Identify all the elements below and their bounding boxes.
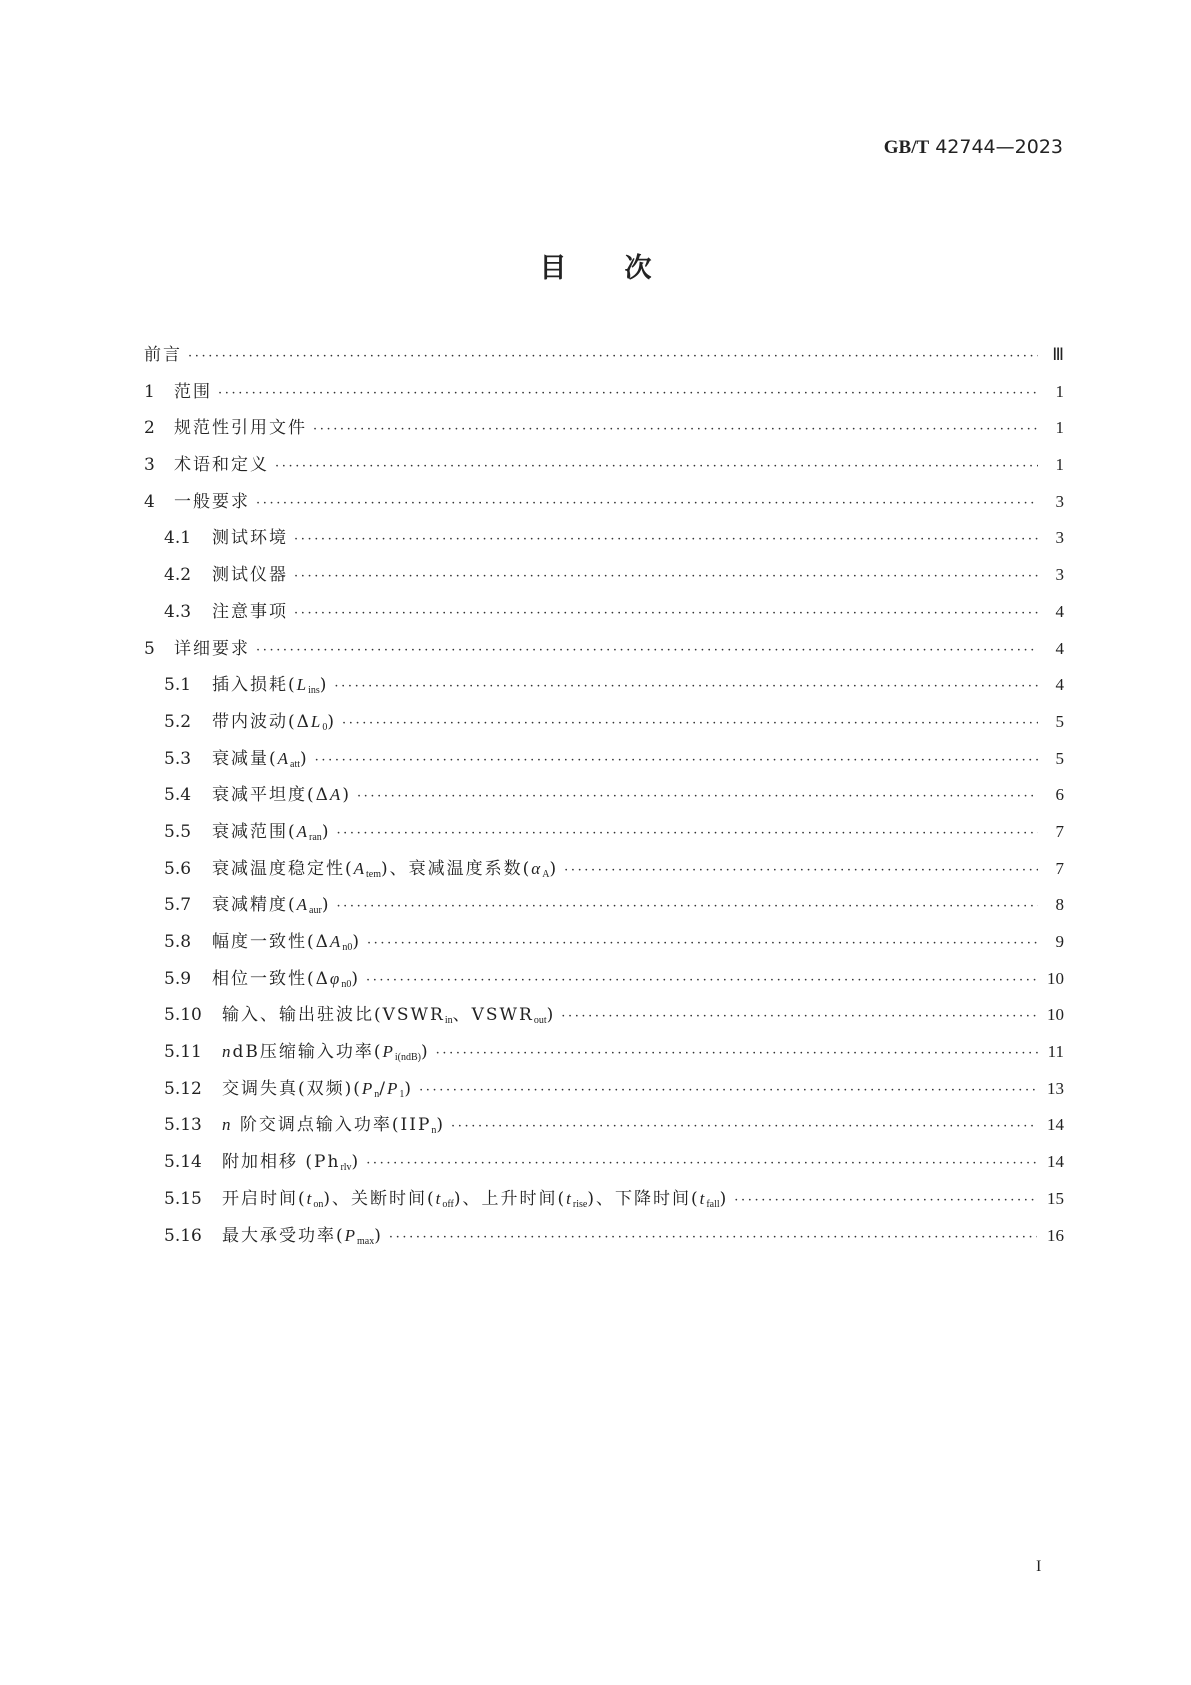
- toc-entry[interactable]: [144, 780, 1064, 817]
- subscript: off: [442, 1198, 454, 1210]
- toc-section-number: 5.13: [164, 1115, 202, 1136]
- toc-section-number: 5.11: [164, 1042, 202, 1063]
- toc-entry[interactable]: [144, 854, 1064, 891]
- toc-page-number: 4: [1055, 638, 1064, 658]
- title-text: 输入、输出驻波比(VSWR: [222, 1005, 445, 1026]
- dot-leader: [734, 1193, 1037, 1208]
- toc-section-number: 5.2: [164, 711, 192, 732]
- toc-page-number: 1: [1055, 455, 1064, 475]
- dot-leader: [334, 679, 1038, 694]
- title-text: ): [374, 1225, 383, 1246]
- toc-page-number: 15: [1047, 1188, 1064, 1208]
- title-text: ): [549, 858, 559, 879]
- dot-leader: [275, 459, 1038, 474]
- toc-entry-title: [212, 817, 330, 843]
- dot-leader: [357, 789, 1038, 804]
- title-text: )、上升时间(: [453, 1188, 567, 1209]
- title-text: ): [546, 1005, 556, 1026]
- title-text: ): [719, 1188, 729, 1209]
- toc-entry[interactable]: [144, 1147, 1064, 1184]
- toc-section-number: 5.6: [164, 858, 192, 879]
- math-symbol: n: [222, 1042, 233, 1062]
- dot-leader: [342, 716, 1038, 731]
- dot-leader: [294, 532, 1038, 547]
- page-number: I: [1036, 1558, 1042, 1575]
- toc-page-number: 13: [1047, 1078, 1064, 1098]
- toc-entry-title: [212, 780, 351, 805]
- toc-entry[interactable]: [144, 377, 1064, 414]
- dot-leader: [218, 386, 1038, 401]
- toc-entry-title: [144, 340, 182, 365]
- toc-entry[interactable]: [144, 487, 1064, 524]
- toc-page-number: 3: [1055, 565, 1064, 585]
- toc-entry[interactable]: [144, 707, 1064, 744]
- title-text: ): [321, 895, 331, 916]
- toc-entry[interactable]: [144, 1037, 1064, 1074]
- subscript: att: [290, 758, 301, 770]
- dot-leader: [313, 422, 1038, 437]
- subscript: 0: [322, 721, 328, 733]
- toc-entry-title: [212, 597, 288, 622]
- subscript: tem: [366, 868, 382, 880]
- toc-entry-title: [222, 1147, 360, 1173]
- toc-section-number: 5.3: [164, 748, 192, 769]
- toc-entry-title: [174, 634, 250, 659]
- dot-leader: [188, 349, 1038, 364]
- dot-leader: [256, 643, 1038, 658]
- subscript: 1: [399, 1088, 405, 1100]
- math-symbol: A: [353, 858, 367, 878]
- math-symbol: n: [222, 1115, 233, 1135]
- toc-entry[interactable]: [144, 670, 1064, 707]
- title-text: )、衰减温度系数(: [381, 858, 532, 879]
- toc-page-number: 14: [1047, 1115, 1064, 1135]
- standard-number: [884, 136, 1063, 159]
- dot-leader: [336, 899, 1038, 914]
- subscript: ran: [309, 831, 322, 843]
- toc-entry[interactable]: [144, 560, 1064, 597]
- toc-entry[interactable]: [144, 450, 1064, 487]
- toc-section-number: 5.12: [164, 1078, 202, 1099]
- toc-entry[interactable]: [144, 817, 1064, 854]
- math-symbol: P: [382, 1042, 395, 1062]
- math-symbol: L: [296, 675, 309, 695]
- toc-entry[interactable]: [144, 1221, 1064, 1258]
- subscript: on: [313, 1198, 324, 1210]
- toc-entry-title: [212, 523, 288, 548]
- title-text: 测试环境: [212, 528, 288, 549]
- toc-entry[interactable]: [144, 634, 1064, 671]
- title-text: 最大承受功率(: [222, 1225, 345, 1246]
- title-text: 衰减平坦度(Δ: [212, 785, 330, 806]
- subscript: out: [533, 1015, 547, 1027]
- toc-entry-title: [212, 890, 330, 916]
- dot-leader: [256, 496, 1038, 511]
- toc-entry[interactable]: [144, 340, 1064, 377]
- dot-leader: [389, 1230, 1037, 1245]
- math-symbol: P: [361, 1078, 375, 1098]
- toc-section-number: 5: [144, 638, 155, 659]
- math-symbol: P: [387, 1078, 400, 1098]
- title-text: 带内波动(Δ: [212, 711, 311, 732]
- toc-section-number: 5.4: [164, 785, 192, 806]
- standard-code: 42744—2023: [935, 136, 1063, 158]
- dot-leader: [451, 1119, 1037, 1134]
- toc-page-number: 1: [1055, 418, 1064, 438]
- title-text: ): [342, 785, 351, 806]
- title-text: )、下降时间(: [587, 1188, 700, 1209]
- toc-entry[interactable]: [144, 744, 1064, 781]
- math-symbol: P: [344, 1225, 358, 1245]
- subscript: rise: [572, 1198, 588, 1210]
- title-text: ): [321, 821, 331, 842]
- subscript: i(ndB): [394, 1052, 422, 1064]
- toc-entry[interactable]: [144, 413, 1064, 450]
- subscript: aur: [309, 905, 322, 917]
- subscript: fall: [706, 1198, 720, 1210]
- toc-page-number: 7: [1055, 858, 1064, 878]
- toc-page-number: 8: [1055, 895, 1064, 915]
- dot-leader: [294, 569, 1038, 584]
- toc-section-number: 1: [144, 381, 155, 402]
- title-text: ): [352, 932, 361, 952]
- dot-leader: [366, 1156, 1037, 1171]
- subscript: in: [444, 1015, 453, 1027]
- toc-entry[interactable]: [144, 890, 1064, 927]
- title-text: 范围: [174, 381, 212, 402]
- math-symbol: A: [296, 821, 310, 841]
- dot-leader: [561, 1009, 1037, 1024]
- toc-page-number: 5: [1055, 711, 1064, 731]
- title-text: 前言: [144, 345, 182, 365]
- toc-page-number: 4: [1055, 601, 1064, 621]
- math-symbol: φ: [329, 968, 342, 988]
- toc-entry-title: [174, 377, 212, 402]
- toc-entry-title: [212, 670, 328, 696]
- math-symbol: A: [296, 895, 310, 915]
- toc-entry-title: [222, 1110, 445, 1136]
- subscript: max: [357, 1235, 375, 1247]
- toc-section-number: 5.1: [164, 675, 192, 696]
- toc-page-number: 11: [1047, 1042, 1064, 1062]
- toc-entry-title: [174, 487, 250, 512]
- toc-page-number: 10: [1047, 968, 1064, 988]
- toc-entry-title: [212, 854, 558, 880]
- toc-entry[interactable]: [144, 1074, 1064, 1111]
- toc-entry-title: [222, 1221, 383, 1247]
- dot-leader: [336, 826, 1038, 841]
- subscript: ins: [308, 685, 320, 697]
- toc-page-number: 5: [1055, 748, 1064, 768]
- title-text: 开启时间(: [222, 1188, 307, 1209]
- toc-entry-title: [174, 413, 307, 438]
- dot-leader: [366, 973, 1037, 988]
- toc-entry[interactable]: [144, 523, 1064, 560]
- title-text: 详细要求: [174, 638, 250, 659]
- toc-section-number: 5.8: [164, 932, 192, 952]
- title-text: 一般要求: [174, 491, 250, 512]
- toc-section-number: 5.9: [164, 968, 192, 989]
- title-text: 插入损耗(: [212, 675, 297, 696]
- subscript: n0: [342, 942, 353, 953]
- subscript: n: [431, 1125, 437, 1137]
- math-symbol: A: [277, 748, 291, 768]
- title-text: 衰减范围(: [212, 821, 297, 842]
- toc-section-number: 5.5: [164, 821, 192, 842]
- toc-section-number: 4: [144, 491, 155, 512]
- subscript: n0: [341, 978, 352, 990]
- table-of-contents: [144, 340, 1064, 1257]
- title-text: )、关断时间(: [323, 1188, 436, 1209]
- math-symbol: t: [699, 1188, 707, 1208]
- toc-entry[interactable]: [144, 1000, 1064, 1037]
- title-text: 衰减量(: [212, 748, 278, 769]
- dot-leader: [367, 936, 1038, 951]
- math-symbol: α: [531, 858, 543, 878]
- toc-page-number: 1: [1055, 381, 1064, 401]
- toc-entry[interactable]: [144, 1110, 1064, 1147]
- toc-page-number: 3: [1055, 528, 1064, 548]
- toc-section-number: 4.3: [164, 601, 192, 622]
- toc-section-number: 5.16: [164, 1225, 202, 1246]
- title-text: 规范性引用文件: [174, 418, 307, 439]
- toc-section-number: 5.14: [164, 1152, 202, 1173]
- toc-section-number: 4.1: [164, 528, 192, 549]
- math-symbol: A: [329, 932, 343, 951]
- page-title: 目次: [539, 253, 710, 284]
- toc-page-number: 3: [1055, 491, 1064, 511]
- toc-section-number: 3: [144, 455, 155, 476]
- toc-page-number: 6: [1055, 785, 1064, 805]
- toc-page-number: 14: [1047, 1152, 1064, 1172]
- standard-prefix: GB/T: [883, 137, 930, 158]
- dot-leader: [294, 606, 1038, 621]
- toc-entry-title: [222, 1000, 555, 1026]
- title-text: 交调失真(双频)(: [222, 1078, 362, 1099]
- toc-entry-title: [212, 560, 288, 585]
- toc-page-number: 9: [1055, 932, 1064, 951]
- title-text: 注意事项: [212, 601, 288, 622]
- toc-entry[interactable]: [144, 597, 1064, 634]
- toc-page-number: 7: [1055, 821, 1064, 841]
- dot-leader: [419, 1083, 1037, 1098]
- math-symbol: t: [306, 1188, 314, 1208]
- title-text: 衰减精度(: [212, 895, 297, 916]
- dot-leader: [315, 753, 1038, 768]
- title-text: 、VSWR: [452, 1005, 534, 1026]
- toc-entry[interactable]: [144, 964, 1064, 1001]
- toc-entry-title: [174, 450, 269, 475]
- title-text: /: [379, 1078, 388, 1099]
- toc-entry[interactable]: [144, 927, 1064, 964]
- title-text: ): [421, 1042, 430, 1063]
- toc-page-number: Ⅲ: [1052, 345, 1064, 364]
- subscript: A: [542, 868, 550, 880]
- title-text: ): [404, 1078, 414, 1099]
- math-symbol: L: [310, 711, 323, 731]
- math-symbol: A: [329, 785, 343, 805]
- toc-entry-title: [212, 964, 360, 990]
- title-text: ): [319, 675, 329, 696]
- toc-entry-title: [222, 1037, 430, 1063]
- toc-entry-title: [212, 744, 309, 770]
- toc-entry-title: [212, 927, 361, 953]
- title-text: 幅度一致性(Δ: [212, 932, 330, 952]
- title-text: 相位一致性(Δ: [212, 968, 330, 989]
- dot-leader: [436, 1046, 1038, 1061]
- subscript: rlv: [340, 1162, 352, 1174]
- toc-section-number: 2: [144, 418, 155, 439]
- title-text: dB压缩输入功率(: [232, 1042, 383, 1063]
- title-text: 阶交调点输入功率(IIP: [232, 1115, 432, 1136]
- toc-section-number: 4.2: [164, 565, 192, 586]
- toc-entry-title: [212, 707, 336, 733]
- toc-page-number: 16: [1047, 1225, 1064, 1245]
- title-text: ): [351, 968, 360, 989]
- toc-entry-title: [222, 1074, 413, 1100]
- title-text: 衰减温度稳定性(: [212, 858, 354, 879]
- toc-page-number: 10: [1047, 1005, 1064, 1025]
- dot-leader: [564, 863, 1038, 878]
- toc-section-number: 5.7: [164, 895, 192, 916]
- title-text: ): [327, 711, 337, 732]
- toc-page-number: 4: [1055, 675, 1064, 695]
- subscript: n: [374, 1088, 380, 1100]
- toc-section-number: 5.10: [164, 1005, 202, 1026]
- toc-entry-title: [222, 1184, 728, 1210]
- title-text: 附加相移 (Ph: [222, 1152, 341, 1173]
- math-symbol: t: [435, 1188, 443, 1208]
- title-text: ): [351, 1152, 361, 1173]
- title-text: 术语和定义: [174, 455, 269, 476]
- title-text: ): [300, 748, 309, 769]
- toc-entry[interactable]: [144, 1184, 1064, 1221]
- title-text: ): [436, 1115, 446, 1136]
- math-symbol: t: [566, 1188, 573, 1208]
- toc-section-number: 5.15: [164, 1188, 202, 1209]
- title-text: 测试仪器: [212, 565, 288, 586]
